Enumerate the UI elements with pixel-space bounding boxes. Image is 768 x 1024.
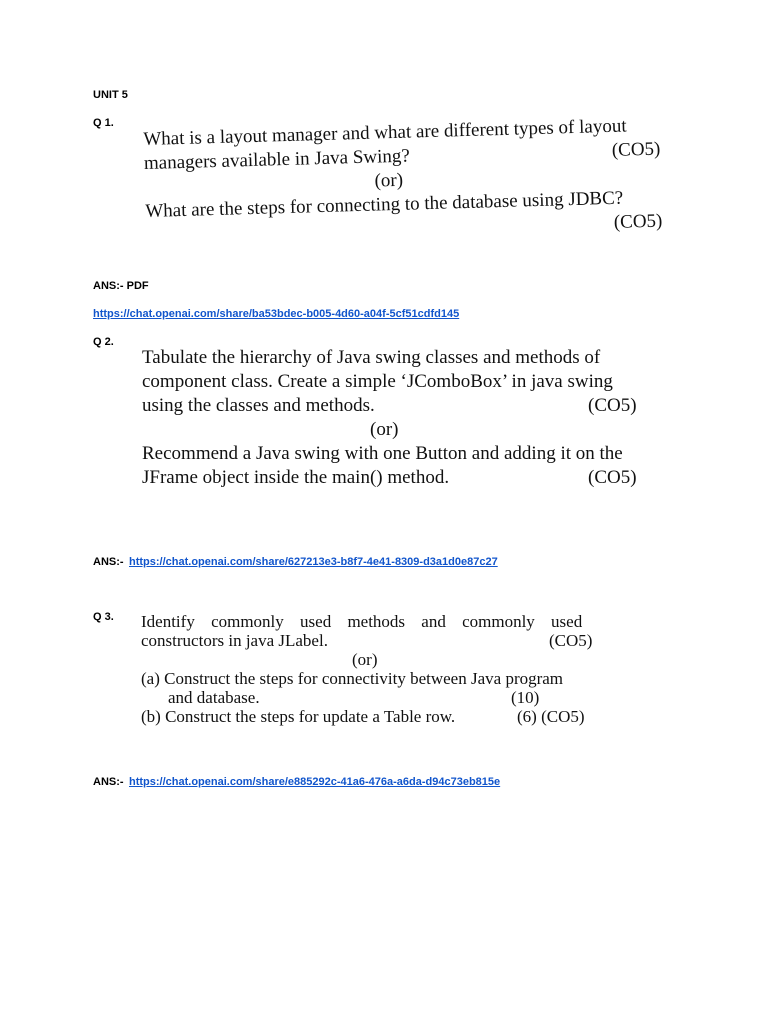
question-1-or: (or) (374, 169, 404, 192)
question-2-co-1: (CO5) (588, 395, 637, 416)
question-1-line-2: managers available in Java Swing? (143, 145, 411, 174)
question-3-or: (or) (352, 650, 378, 669)
answer-1-link[interactable]: https://chat.openai.com/share/ba53bdec-b005-4d60-a04f-5cf51cdfd145 (93, 308, 460, 320)
question-3-co-1: (CO5) (549, 631, 593, 650)
question-1-co-1: (CO5) (611, 138, 661, 161)
question-3-scan (141, 612, 593, 726)
question-1-line-4: What are the steps for connecting to the database using JDBC? (145, 187, 624, 222)
question-3-line-2: constructors in java JLabel. (141, 631, 328, 650)
unit-title: UNIT 5 (93, 89, 128, 101)
question-2-line-6: JFrame object inside the main() method. (142, 467, 450, 488)
answer-3-link[interactable]: https://chat.openai.com/share/e885292c-41a6-476a-a6da-d94c73eb815e (129, 776, 501, 788)
question-1-label: Q 1. (93, 117, 114, 129)
question-1-scan (143, 115, 663, 248)
question-3-line-6: (b) Construct the steps for update a Table row. (141, 707, 456, 726)
answer-3-prefix: ANS:- (93, 776, 124, 788)
question-3-co-3: (6) (CO5) (517, 707, 585, 726)
question-2-or: (or) (370, 419, 399, 440)
question-2-line-3: using the classes and methods. (142, 395, 375, 416)
question-3-line-4: (a) Construct the steps for connectivity between Java program (141, 669, 564, 688)
question-1-line-1: What is a layout manager and what are different types of layout (143, 115, 627, 150)
question-2-scan (142, 346, 637, 490)
question-3-line-1: Identify commonly used methods and commonly used (141, 612, 583, 631)
answer-2-prefix: ANS:- (93, 556, 124, 568)
question-2-co-2: (CO5) (588, 467, 637, 488)
question-2-line-5: Recommend a Java swing with one Button and adding it on the (142, 443, 623, 464)
question-2-line-1: Tabulate the hierarchy of Java swing classes and methods of (142, 347, 601, 368)
question-2-label: Q 2. (93, 336, 114, 348)
question-3-line-5: and database. (168, 688, 260, 707)
answer-1-prefix: ANS:- PDF (93, 280, 149, 292)
question-2-line-2: component class. Create a simple ‘JComboBox’ in java swing (142, 371, 613, 392)
question-3-label: Q 3. (93, 611, 114, 623)
question-3-co-2: (10) (511, 688, 540, 707)
question-1-co-2: (CO5) (613, 210, 663, 233)
answer-2-link[interactable]: https://chat.openai.com/share/627213e3-b8f7-4e41-8309-d3a1d0e87c27 (129, 556, 498, 568)
